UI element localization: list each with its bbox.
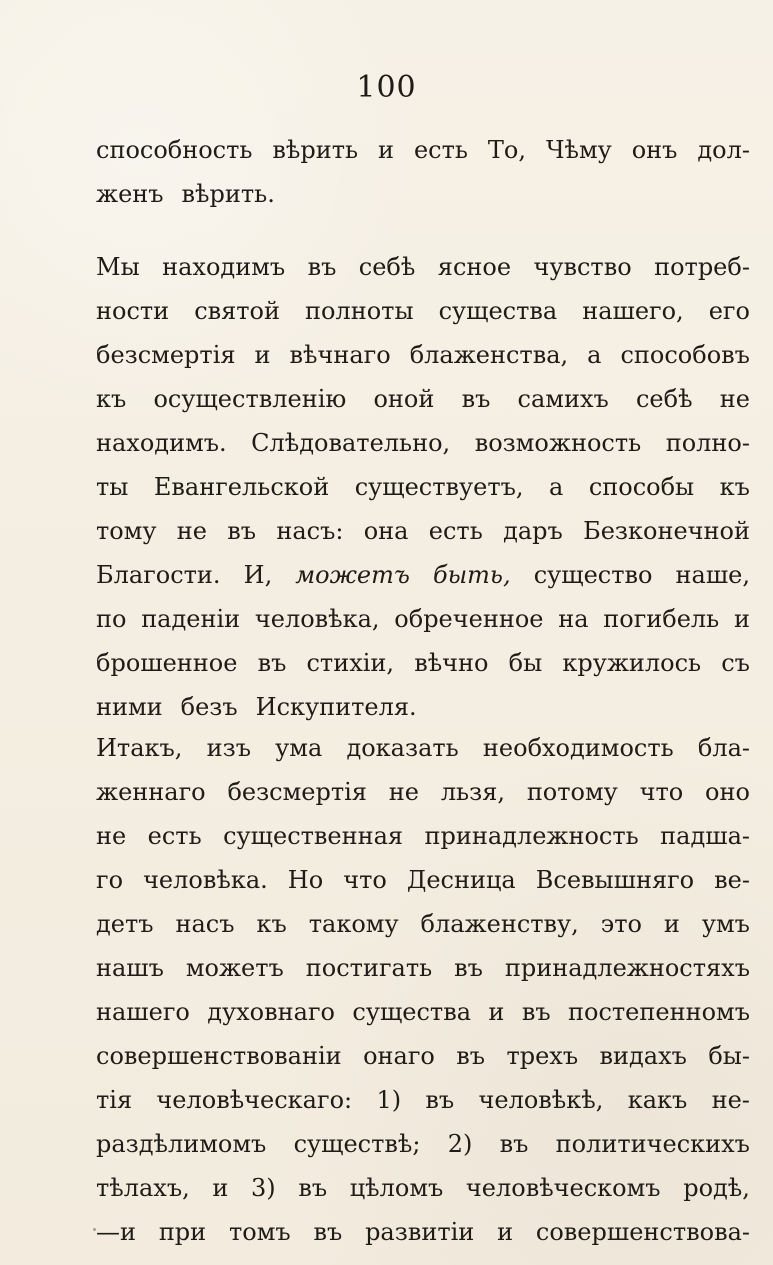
text-line-8 <box>96 465 750 509</box>
word: и <box>212 1174 229 1202</box>
text-line-22 <box>96 1078 750 1122</box>
text-line-6 <box>96 377 750 421</box>
word: человѣка, <box>254 605 380 633</box>
text-line-2 <box>96 172 750 216</box>
word: есть <box>413 136 468 164</box>
word: въ <box>454 954 483 982</box>
word: совершенствованіи <box>96 1042 342 1070</box>
word: нашъ <box>96 954 164 982</box>
word: безъ <box>180 693 238 721</box>
word: человѣческомъ <box>465 1174 661 1202</box>
word: себѣ <box>358 253 416 281</box>
word: осуществленію <box>153 385 347 413</box>
word: существа <box>438 297 558 325</box>
word: видахъ <box>599 1042 687 1070</box>
paragraph-1 <box>96 128 750 216</box>
word: по <box>96 605 127 633</box>
text-line-1 <box>96 128 750 172</box>
text-line-16 <box>96 814 750 858</box>
word: 1) <box>376 1086 402 1114</box>
word: оной <box>373 385 435 413</box>
word: Благости. <box>96 561 221 589</box>
page-number: 100 <box>356 70 417 105</box>
word: въ <box>499 1130 529 1158</box>
word: она <box>363 517 409 545</box>
word: вѣчнаго <box>289 341 391 369</box>
word: нашего, <box>582 297 684 325</box>
word: есть <box>428 517 483 545</box>
word: чувство <box>533 253 632 281</box>
word: И, <box>243 561 273 589</box>
word: при <box>158 1218 207 1246</box>
word: не <box>719 385 750 413</box>
word: женъ <box>96 180 164 208</box>
word: ясное <box>437 253 512 281</box>
word: въ <box>313 1218 343 1246</box>
word: блаженству, <box>420 910 579 938</box>
word: женнаго <box>96 778 206 806</box>
word: То, <box>487 136 526 164</box>
italic-word: можетъ <box>295 561 410 589</box>
word: человѣка. <box>143 866 268 894</box>
word: Евангельской <box>153 473 330 501</box>
word: вѣрить <box>272 136 359 164</box>
word: полноты <box>305 297 414 325</box>
word: что <box>639 778 684 806</box>
word: къ <box>96 385 127 413</box>
word: развитіи <box>365 1218 475 1246</box>
word: обреченное <box>394 605 544 633</box>
word: онаго <box>363 1042 435 1070</box>
word: это <box>600 910 642 938</box>
word: дол- <box>697 136 750 164</box>
text-line-14 <box>96 726 750 770</box>
word: политическихъ <box>555 1130 750 1158</box>
word: раздѣлимомъ <box>96 1130 267 1158</box>
paragraph-2 <box>96 245 750 729</box>
word: святой <box>194 297 281 325</box>
word: не- <box>711 1086 750 1114</box>
word: духовнаго <box>207 998 335 1026</box>
word: умъ <box>701 910 750 938</box>
word: въ <box>456 1042 486 1070</box>
word: человѣкѣ, <box>478 1086 604 1114</box>
word: въ <box>521 998 551 1026</box>
word: и <box>663 910 680 938</box>
word: го <box>96 866 124 894</box>
word: способность <box>96 136 253 164</box>
text-line-11 <box>96 597 750 641</box>
word: Всевышняго <box>535 866 695 894</box>
word: а <box>587 341 602 369</box>
word: полно- <box>665 429 750 457</box>
word: совершенствова- <box>535 1218 750 1246</box>
text-line-23 <box>96 1122 750 1166</box>
word: томъ <box>228 1218 291 1246</box>
word: существенная <box>223 822 404 850</box>
word: родѣ, <box>683 1174 750 1202</box>
word: Слѣдовательно, <box>251 429 451 457</box>
text-line-7 <box>96 421 750 465</box>
word: потреб- <box>654 253 750 281</box>
text-line-3 <box>96 245 750 289</box>
word: Но <box>287 866 324 894</box>
word: къ <box>719 473 750 501</box>
word: принадлежность <box>424 822 639 850</box>
text-line-24 <box>96 1166 750 1210</box>
word: постигать <box>305 954 433 982</box>
word: Безконечной <box>583 517 750 545</box>
word: оно <box>705 778 750 806</box>
word: стихіи, <box>306 649 395 677</box>
word: блаженства, <box>409 341 569 369</box>
word: что <box>343 866 387 894</box>
word: ума <box>275 734 323 762</box>
text-line-4 <box>96 289 750 333</box>
word: трехъ <box>506 1042 579 1070</box>
text-line-18 <box>96 902 750 946</box>
word: даръ <box>503 517 563 545</box>
word: погибель <box>603 605 720 633</box>
word: человѣческаго: <box>156 1086 353 1114</box>
word: и <box>488 998 505 1026</box>
word: и <box>254 341 271 369</box>
word: можетъ <box>185 954 284 982</box>
word: его <box>708 297 750 325</box>
word: а <box>549 473 564 501</box>
word: Искупителя. <box>255 693 417 721</box>
word: бла- <box>697 734 750 762</box>
word: наше, <box>675 561 750 589</box>
text-line-10 <box>96 553 750 597</box>
word: такому <box>308 910 399 938</box>
word: онъ <box>631 136 678 164</box>
word: существа <box>352 998 472 1026</box>
word: падша- <box>660 822 750 850</box>
word: съ <box>721 649 750 677</box>
word: паденіи <box>141 605 241 633</box>
word: въ <box>298 1174 328 1202</box>
word: на <box>558 605 589 633</box>
word: ве- <box>714 866 750 894</box>
word: постепенномъ <box>568 998 750 1026</box>
word: находимъ <box>162 253 286 281</box>
word: и <box>497 1218 514 1246</box>
text-line-13 <box>96 685 750 729</box>
word: самихъ <box>517 385 609 413</box>
word: въ <box>307 253 337 281</box>
word: бы <box>508 649 543 677</box>
word: есть <box>147 822 202 850</box>
word: въ <box>257 649 287 677</box>
word: насъ <box>175 910 235 938</box>
word: способы <box>588 473 695 501</box>
text-line-17 <box>96 858 750 902</box>
text-line-21 <box>96 1034 750 1078</box>
print-speck <box>93 1228 96 1231</box>
word: возможность <box>474 429 642 457</box>
word: въ <box>461 385 491 413</box>
word: льзя, <box>440 778 505 806</box>
word: цѣломъ <box>349 1174 444 1202</box>
text-line-9 <box>96 509 750 553</box>
word: потому <box>526 778 618 806</box>
word: не <box>176 517 207 545</box>
word: тія <box>96 1086 133 1114</box>
word: необходимость <box>482 734 674 762</box>
word: находимъ. <box>96 429 227 457</box>
word: 2) <box>447 1130 473 1158</box>
word: безсмертія <box>96 341 236 369</box>
word: себѣ <box>635 385 693 413</box>
word: не <box>96 822 127 850</box>
word: способовъ <box>620 341 750 369</box>
word: какъ <box>627 1086 688 1114</box>
word: ности <box>96 297 170 325</box>
text-line-19 <box>96 946 750 990</box>
text-line-12 <box>96 641 750 685</box>
word: въ <box>227 517 257 545</box>
word: принадлежностяхъ <box>504 954 750 982</box>
word: тому <box>96 517 157 545</box>
word: насъ: <box>276 517 344 545</box>
word: и <box>378 136 395 164</box>
word: существо <box>533 561 653 589</box>
word: Десница <box>406 866 516 894</box>
word: —и <box>96 1218 136 1246</box>
word: Мы <box>96 253 140 281</box>
text-line-25 <box>96 1210 750 1254</box>
italic-word: быть, <box>432 561 511 589</box>
word: Чѣму <box>545 136 612 164</box>
word: ними <box>96 693 163 721</box>
word: доказать <box>346 734 459 762</box>
word: ты <box>96 473 129 501</box>
word: 3) <box>251 1174 276 1202</box>
word: детъ <box>96 910 154 938</box>
word: бы- <box>708 1042 750 1070</box>
word: существуетъ, <box>354 473 524 501</box>
word: кружилось <box>562 649 702 677</box>
word: существѣ; <box>293 1130 421 1158</box>
word: брошенное <box>96 649 238 677</box>
word: нашего <box>96 998 190 1026</box>
word: безсмертія <box>227 778 367 806</box>
text-line-20 <box>96 990 750 1034</box>
word: Итакъ, <box>96 734 183 762</box>
word: вѣрить. <box>181 180 275 208</box>
paragraph-3 <box>96 726 750 1254</box>
word: тѣлахъ, <box>96 1174 190 1202</box>
text-line-5 <box>96 333 750 377</box>
word: въ <box>425 1086 455 1114</box>
word: и <box>733 605 750 633</box>
word: не <box>388 778 419 806</box>
word: вѣчно <box>414 649 489 677</box>
word: къ <box>256 910 287 938</box>
text-line-15 <box>96 770 750 814</box>
word: изъ <box>206 734 251 762</box>
